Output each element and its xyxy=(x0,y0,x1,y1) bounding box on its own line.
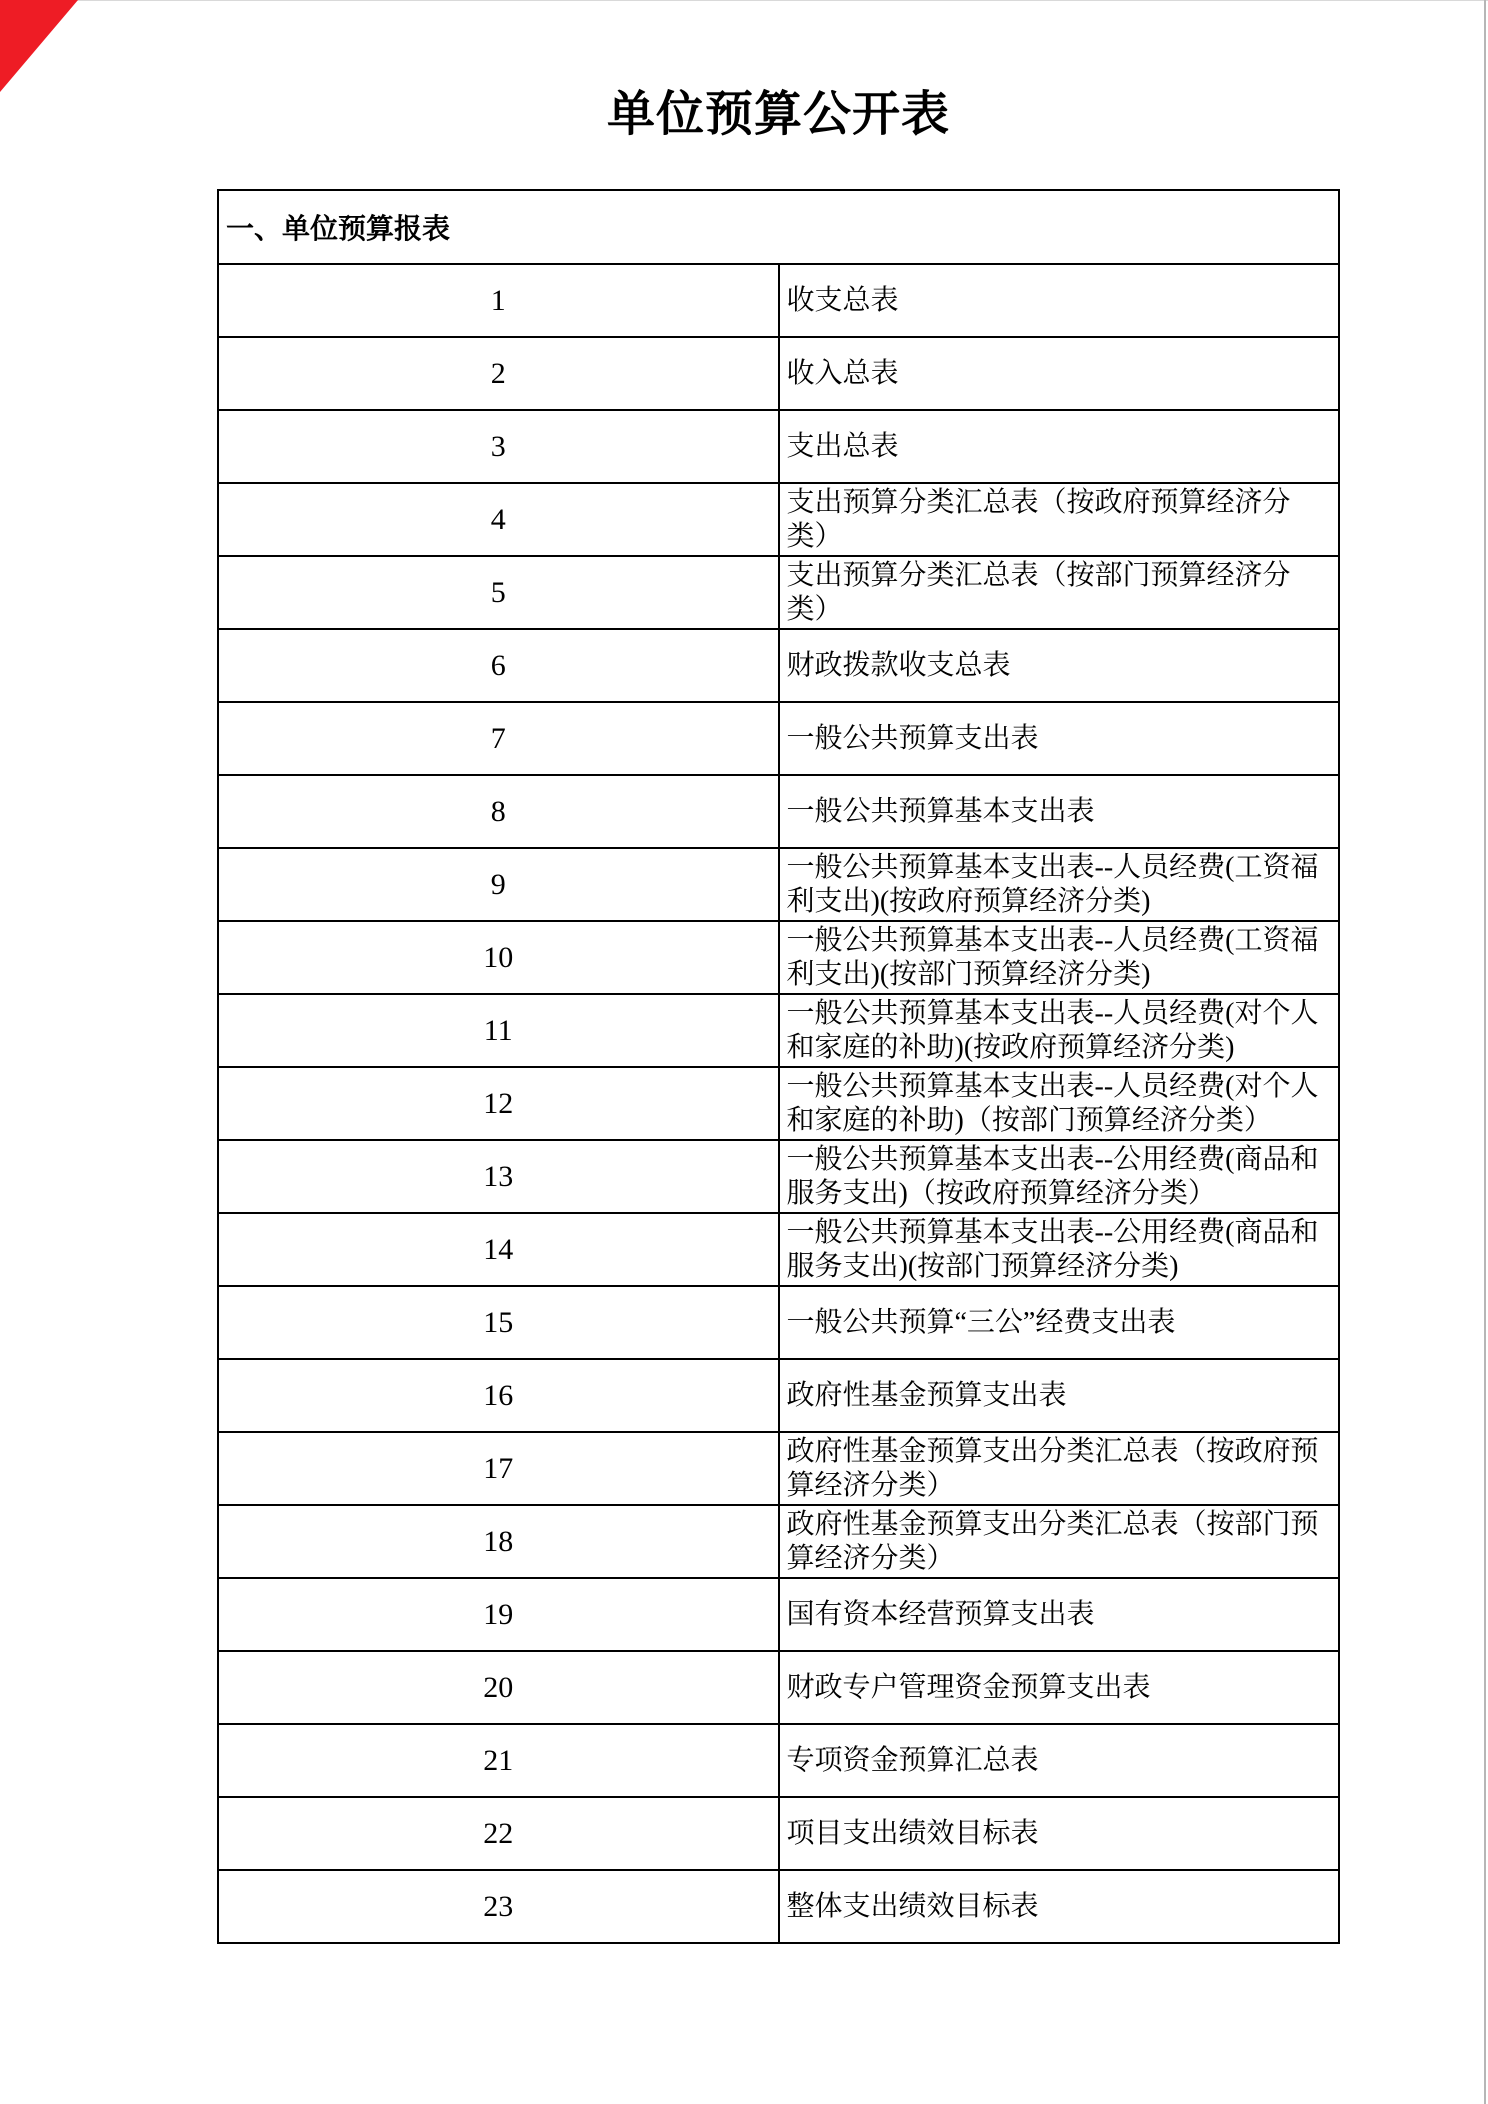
table-row xyxy=(218,1724,1339,1797)
table-row xyxy=(218,775,1339,848)
row-title: 政府性基金预算支出表 xyxy=(779,1359,1340,1432)
row-title: 国有资本经营预算支出表 xyxy=(779,1578,1340,1651)
row-number: 8 xyxy=(218,775,779,848)
row-number: 23 xyxy=(218,1870,779,1943)
row-number: 20 xyxy=(218,1651,779,1724)
table-row xyxy=(218,1286,1339,1359)
row-number: 12 xyxy=(218,1067,779,1140)
row-number: 6 xyxy=(218,629,779,702)
table-row xyxy=(218,702,1339,775)
table-row xyxy=(218,483,1339,556)
section-header-row xyxy=(218,190,1339,264)
table-row xyxy=(218,994,1339,1067)
table-row xyxy=(218,629,1339,702)
table-row xyxy=(218,556,1339,629)
table-row xyxy=(218,1359,1339,1432)
table-row xyxy=(218,1651,1339,1724)
table-row xyxy=(218,848,1339,921)
red-corner-fold-icon xyxy=(0,0,78,92)
row-number: 18 xyxy=(218,1505,779,1578)
page-top-edge xyxy=(0,0,1488,1)
row-title: 支出预算分类汇总表（按部门预算经济分类） xyxy=(779,556,1340,629)
table-row xyxy=(218,337,1339,410)
row-number: 14 xyxy=(218,1213,779,1286)
row-number: 3 xyxy=(218,410,779,483)
row-title: 项目支出绩效目标表 xyxy=(779,1797,1340,1870)
row-title: 专项资金预算汇总表 xyxy=(779,1724,1340,1797)
row-number: 2 xyxy=(218,337,779,410)
row-number: 19 xyxy=(218,1578,779,1651)
row-title: 一般公共预算基本支出表--公用经费(商品和服务支出)(按部门预算经济分类) xyxy=(779,1213,1340,1286)
table-row xyxy=(218,1213,1339,1286)
table-row xyxy=(218,1067,1339,1140)
row-number: 22 xyxy=(218,1797,779,1870)
table-row xyxy=(218,410,1339,483)
page-right-edge xyxy=(1484,0,1486,2104)
row-title: 财政专户管理资金预算支出表 xyxy=(779,1651,1340,1724)
section-header-label: 一、单位预算报表 xyxy=(218,190,1339,264)
page-title: 单位预算公开表 xyxy=(606,88,950,141)
row-number: 4 xyxy=(218,483,779,556)
row-title: 一般公共预算“三公”经费支出表 xyxy=(779,1286,1340,1359)
row-title: 一般公共预算基本支出表 xyxy=(779,775,1340,848)
row-title: 收入总表 xyxy=(779,337,1340,410)
row-number: 16 xyxy=(218,1359,779,1432)
table-row xyxy=(218,1870,1339,1943)
row-title: 收支总表 xyxy=(779,264,1340,337)
row-title: 一般公共预算支出表 xyxy=(779,702,1340,775)
row-title: 一般公共预算基本支出表--公用经费(商品和服务支出)（按政府预算经济分类） xyxy=(779,1140,1340,1213)
row-number: 11 xyxy=(218,994,779,1067)
table-row xyxy=(218,921,1339,994)
row-number: 13 xyxy=(218,1140,779,1213)
budget-tables-list xyxy=(217,189,1340,1944)
row-number: 9 xyxy=(218,848,779,921)
row-title: 财政拨款收支总表 xyxy=(779,629,1340,702)
row-number: 10 xyxy=(218,921,779,994)
table-row xyxy=(218,1578,1339,1651)
row-number: 1 xyxy=(218,264,779,337)
row-number: 5 xyxy=(218,556,779,629)
table-row xyxy=(218,1432,1339,1505)
row-title: 支出总表 xyxy=(779,410,1340,483)
row-title: 一般公共预算基本支出表--人员经费(工资福利支出)(按部门预算经济分类) xyxy=(779,921,1340,994)
row-title: 一般公共预算基本支出表--人员经费(对个人和家庭的补助)(按政府预算经济分类) xyxy=(779,994,1340,1067)
row-title: 政府性基金预算支出分类汇总表（按政府预算经济分类） xyxy=(779,1432,1340,1505)
row-number: 21 xyxy=(218,1724,779,1797)
row-title: 整体支出绩效目标表 xyxy=(779,1870,1340,1943)
row-title: 一般公共预算基本支出表--人员经费(工资福利支出)(按政府预算经济分类) xyxy=(779,848,1340,921)
row-title: 一般公共预算基本支出表--人员经费(对个人和家庭的补助)（按部门预算经济分类） xyxy=(779,1067,1340,1140)
row-title: 政府性基金预算支出分类汇总表（按部门预算经济分类） xyxy=(779,1505,1340,1578)
row-number: 17 xyxy=(218,1432,779,1505)
row-number: 15 xyxy=(218,1286,779,1359)
table-row xyxy=(218,1797,1339,1870)
row-title: 支出预算分类汇总表（按政府预算经济分类） xyxy=(779,483,1340,556)
table-row xyxy=(218,1505,1339,1578)
table-row xyxy=(218,1140,1339,1213)
row-number: 7 xyxy=(218,702,779,775)
table-row xyxy=(218,264,1339,337)
